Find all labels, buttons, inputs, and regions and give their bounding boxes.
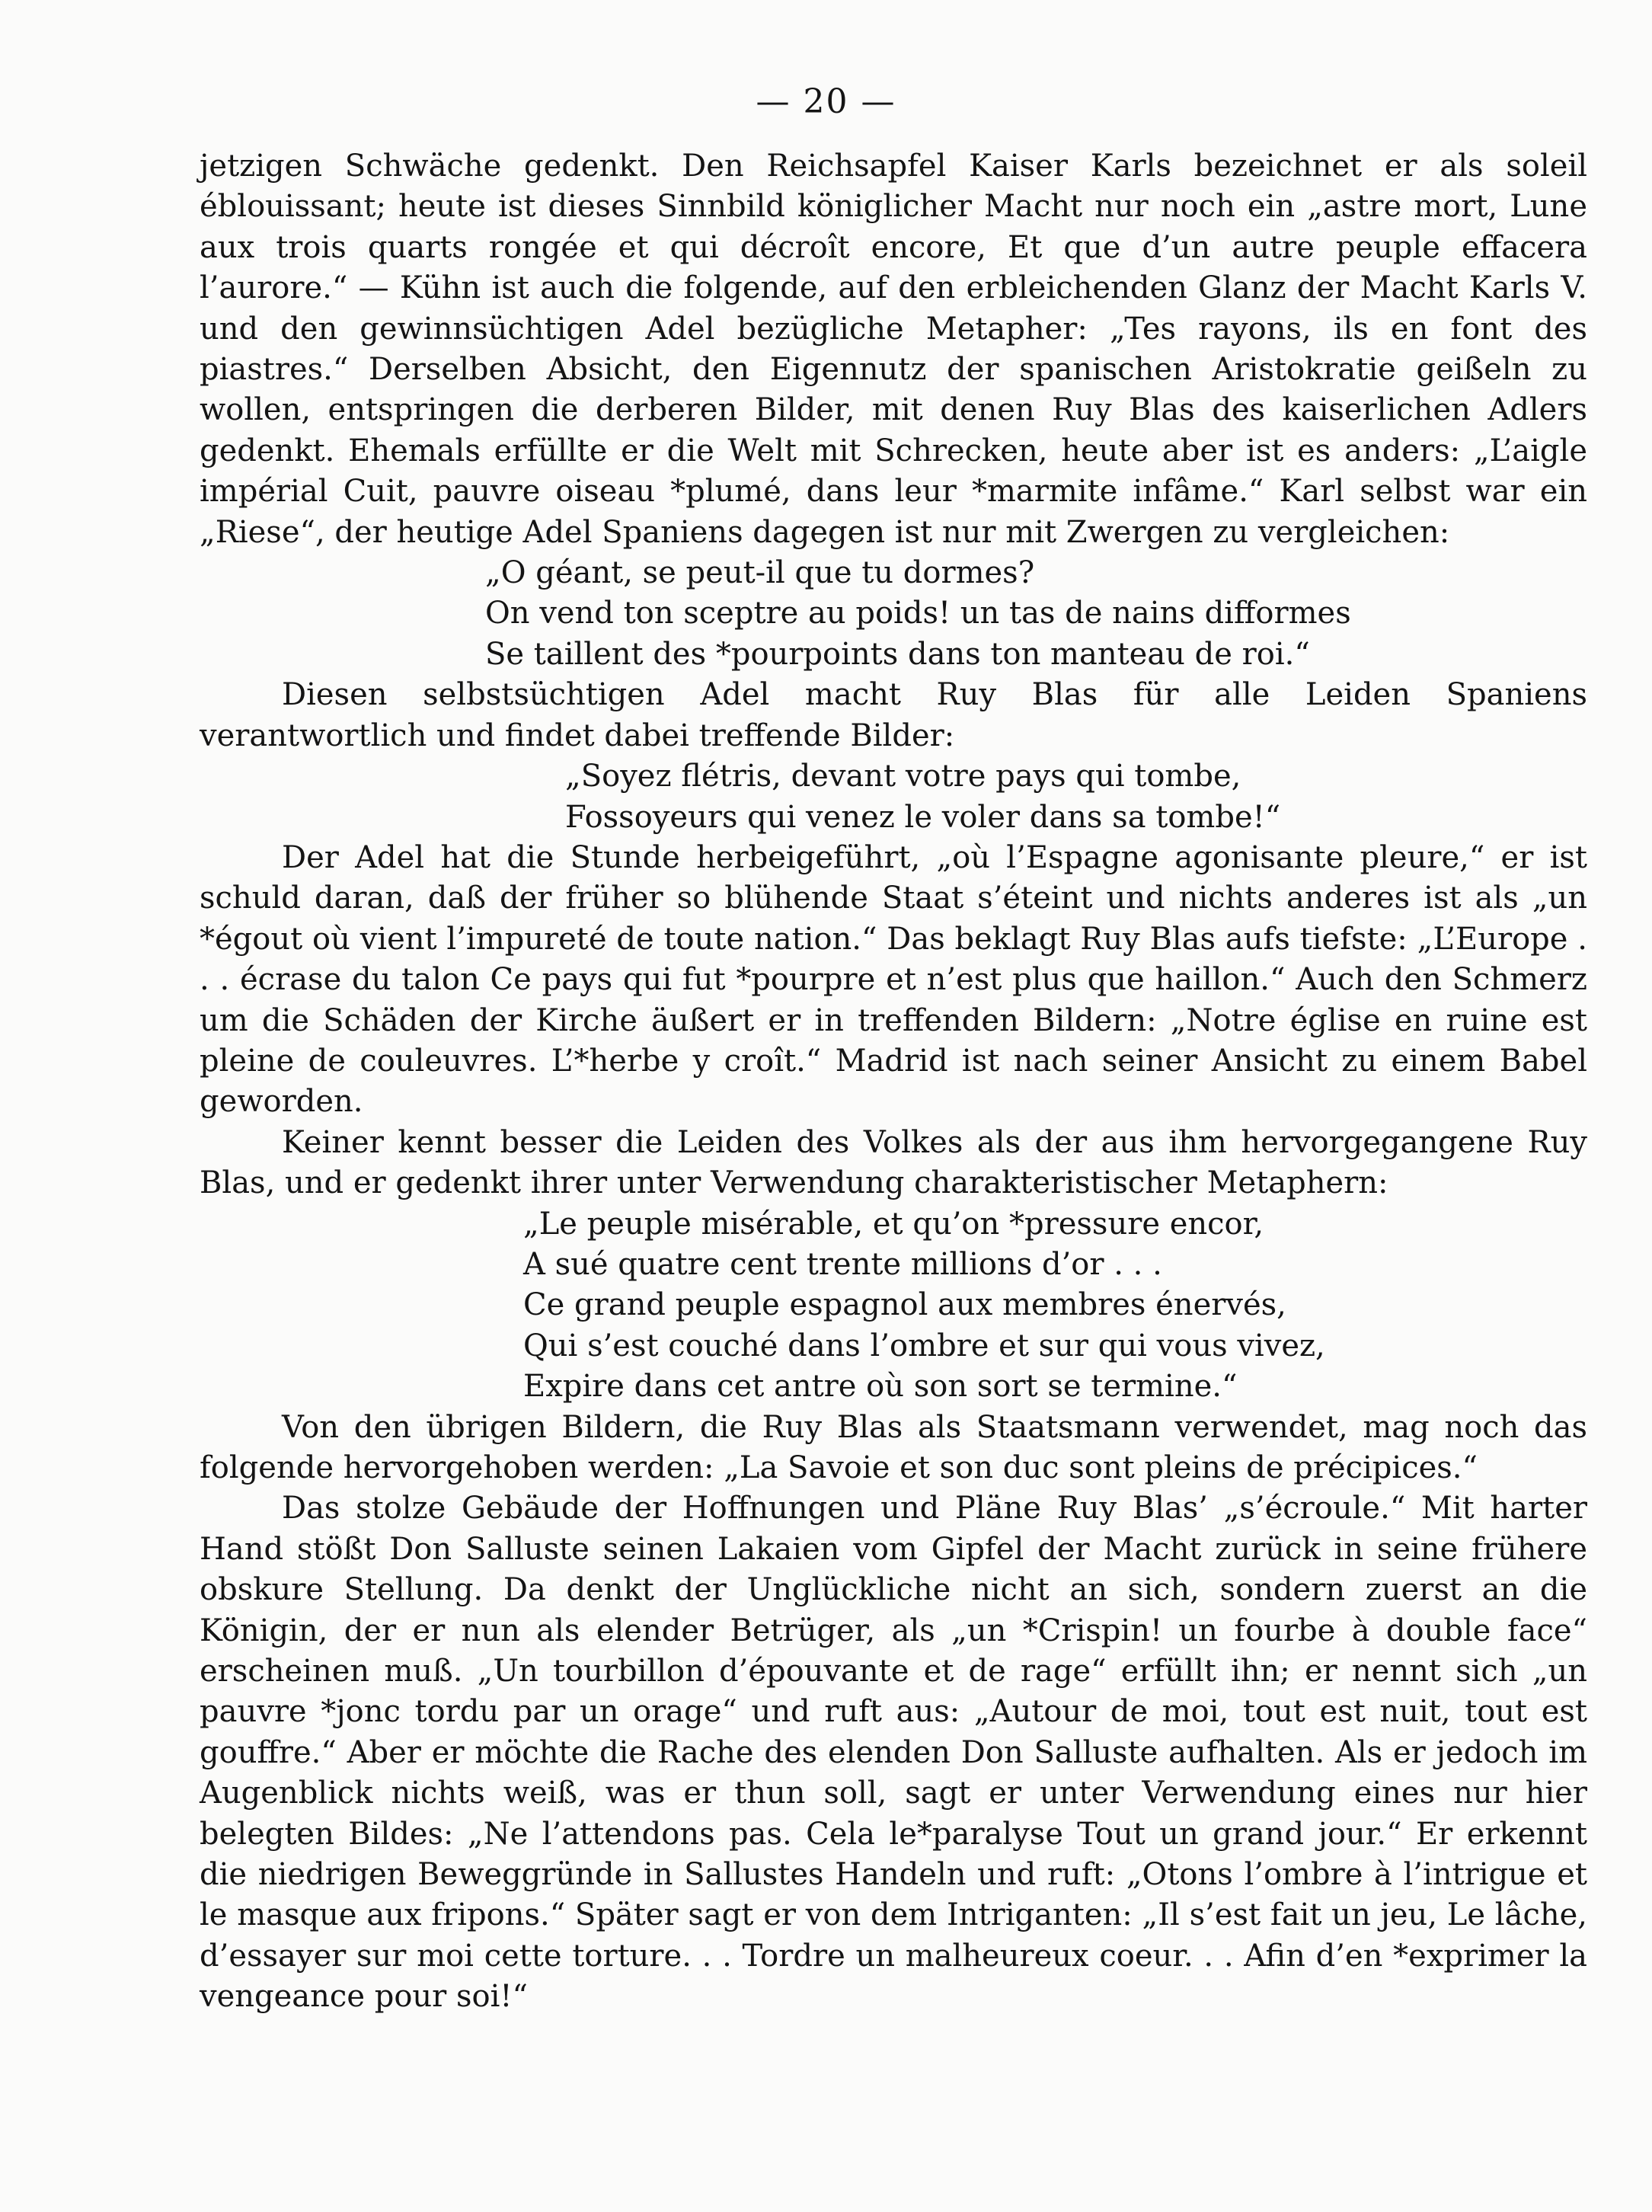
verse-line: Se taillent des *pourpoints dans ton manteau de roi.“	[485, 636, 1310, 672]
verse-line: Fossoyeurs qui venez le voler dans sa tombe!“	[565, 799, 1281, 835]
verse-line: „Le peuple misérable, et qu’on *pressure encor,	[523, 1206, 1264, 1242]
verse-quote	[200, 1204, 1587, 1408]
verse-line: A sué quatre cent trente millions d’or . . .	[523, 1246, 1162, 1282]
paragraph: Das stolze Gebäude der Hoffnungen und Pläne Ruy Blas’ „s’écroule.“ Mit harter Hand stößt Don Salluste seinen Lakaien vom Gipfel der Macht zurück in seine frühere obskure Stellung. Da denkt der Unglückliche nicht an sich, sondern zuerst an die Königin, der er nun als elender Betrüger, als „un *Crispin! un fourbe à double face“ erscheinen muß. „Un tourbillon d’épouvante et de rage“ erfüllt ihn; er nennt sich „un pauvre *jonc tordu par un orage“ und ruft aus: „Autour de moi, tout est nuit, tout est gouffre.“ Aber er möchte die Rache des elenden Don Salluste aufhalten. Als er jedoch im Augenblick nichts weiß, was er thun soll, sagt er unter Verwendung eines nur hier belegten Bildes: „Ne l’attendons pas. Cela le*paralyse Tout un grand jour.“ Er erkennt die niedrigen Beweggründe in Sallustes Handeln und ruft: „Otons l’ombre à l’intrigue et le masque aux fripons.“ Später sagt er von dem Intriganten: „Il s’est fait un jeu, Le lâche, d’essayer sur moi cette torture. . . Tordre un malheureux coeur. . . Afin d’en *exprimer la vengeance pour soi!“	[200, 1491, 1587, 2015]
paragraph: Der Adel hat die Stunde herbeigeführt, „où l’Espagne agonisante pleure,“ er ist schuld daran, daß der früher so blühende Staat s’éteint und nichts anderes ist als „un *égout où vient l’impureté de toute nation.“ Das beklagt Ruy Blas aufs tiefste: „L’Europe . . . écrase du talon Ce pays qui fut *pourpre et n’est plus que haillon.“ Auch den Schmerz um die Schäden der Kirche äußert er in treffenden Bildern: „Notre église en ruine est pleine de couleuvres. L’*herbe y croît.“ Madrid ist nach seiner Ansicht zu einem Babel geworden.	[200, 839, 1587, 1120]
body-text	[200, 146, 1587, 2018]
paragraph: Von den übrigen Bildern, die Ruy Blas als Staatsmann verwendet, mag noch das folgende hervorgehoben werden: „La Savoie et son duc sont pleins de précipices.“	[200, 1409, 1587, 1485]
paragraph: jetzigen Schwäche gedenkt. Den Reichsapfel Kaiser Karls bezeichnet er als soleil éblouissant; heute ist dieses Sinnbild königlicher Macht nur noch ein „astre mort, Lune aux trois quarts rongée et qui décroît encore, Et que d’un autre peuple effacera l’aurore.“ — Kühn ist auch die folgende, auf den erbleichenden Glanz der Macht Karls V. und den gewinnsüchtigen Adel bezügliche Metapher: „Tes rayons, ils en font des piastres.“ Derselben Absicht, den Eigennutz der spanischen Aristokratie geißeln zu wollen, entspringen die derberen Bilder, mit denen Ruy Blas des kaiserlichen Adlers gedenkt. Ehemals erfüllte er die Welt mit Schrecken, heute aber ist es anders: „L’aigle impérial Cuit, pauvre oiseau *plumé, dans leur *marmite infâme.“ Karl selbst war ein „Riese“, der heutige Adel Spaniens dagegen ist nur mit Zwergen zu vergleichen:	[200, 149, 1587, 550]
verse-quote	[200, 756, 1587, 838]
verse-line: On vend ton sceptre au poids! un tas de nains difformes	[485, 596, 1351, 631]
paragraph: Diesen selbstsüchtigen Adel macht Ruy Blas für alle Leiden Spaniens verantwortlich und findet dabei treffende Bilder:	[200, 677, 1587, 753]
page-number: — 20 —	[756, 82, 896, 121]
verse-line: „Soyez flétris, devant votre pays qui tombe,	[565, 759, 1241, 794]
verse-line: Ce grand peuple espagnol aux membres énervés,	[523, 1287, 1286, 1323]
verse-quote	[200, 553, 1587, 675]
verse-line: Qui s’est couché dans l’ombre et sur qui vous vivez,	[523, 1328, 1325, 1363]
paragraph: Keiner kennt besser die Leiden des Volkes als der aus ihm hervorgegangene Ruy Blas, und er gedenkt ihrer unter Verwendung charakteristischer Metaphern:	[200, 1124, 1587, 1201]
verse-line: „O géant, se peut-il que tu dormes?	[485, 555, 1035, 591]
verse-line: Expire dans cet antre où son sort se termine.“	[523, 1369, 1238, 1405]
